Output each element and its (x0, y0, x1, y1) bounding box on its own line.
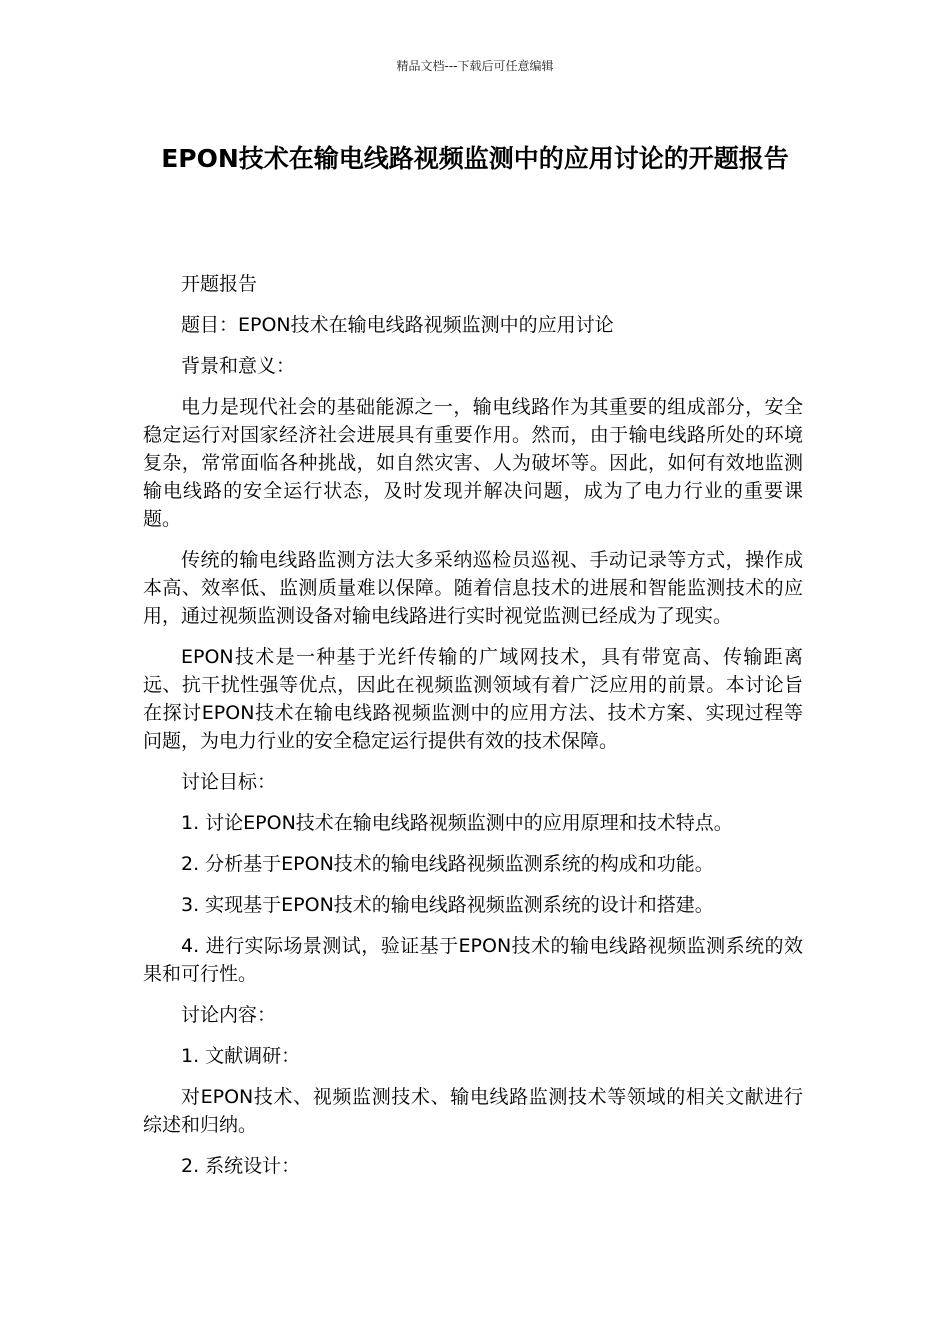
paragraph-background-3: EPON技术是一种基于光纤传输的广域网技术，具有带宽高、传输距离远、抗干扰性强等优点，因此在视频监测领域有着广泛应用的前景。本讨论旨在探讨EPON技术在输电线路视频监测中的应用方法、技术方案、实现过程等问题，为电力行业的安全稳定运行提供有效的技术保障。 (143, 646, 803, 752)
paragraph-goal-2: 2. 分析基于EPON技术的输电线路视频监测系统的构成和功能。 (181, 853, 714, 875)
document-title: EPON技术在输电线路视频监测中的应用讨论的开题报告 (161, 144, 789, 173)
paragraph-goals-heading: 讨论目标： (181, 771, 277, 793)
paragraph-content-heading: 讨论内容： (181, 1004, 277, 1026)
paragraph-content-2-heading: 2. 系统设计： (181, 1155, 301, 1177)
paragraph-goal-4: 4. 进行实际场景测试，验证基于EPON技术的输电线路视频监测系统的效果和可行性。 (143, 935, 803, 985)
paragraph-goal-1: 1. 讨论EPON技术在输电线路视频监测中的应用原理和技术特点。 (181, 812, 733, 834)
paragraph-content-1-heading: 1. 文献调研： (181, 1045, 301, 1067)
paragraph-goal-3: 3. 实现基于EPON技术的输电线路视频监测系统的设计和搭建。 (181, 894, 714, 916)
paragraph-topic: 题目：EPON技术在输电线路视频监测中的应用讨论 (181, 314, 614, 336)
paragraph-background-2: 传统的输电线路监测方法大多采纳巡检员巡视、手动记录等方式，操作成本高、效率低、监测质量难以保障。随着信息技术的进展和智能监测技术的应用，通过视频监测设备对输电线路进行实时视觉监测已经成为了现实。 (143, 549, 803, 627)
page-header: 精品文档---下载后可任意编辑 (396, 59, 554, 73)
document-body (143, 270, 803, 1193)
paragraph-background-1: 电力是现代社会的基础能源之一，输电线路作为其重要的组成部分，安全稳定运行对国家经济社会进展具有重要作用。然而，由于输电线路所处的环境复杂，常常面临各种挑战，如自然灾害、人为破坏等。因此，如何有效地监测输电线路的安全运行状态，及时发现并解决问题，成为了电力行业的重要课题。 (143, 396, 803, 530)
paragraph-report-label: 开题报告 (181, 273, 258, 295)
paragraph-content-1-body: 对EPON技术、视频监测技术、输电线路监测技术等领域的相关文献进行综述和归纳。 (143, 1086, 803, 1136)
paragraph-background-heading: 背景和意义： (181, 355, 296, 377)
